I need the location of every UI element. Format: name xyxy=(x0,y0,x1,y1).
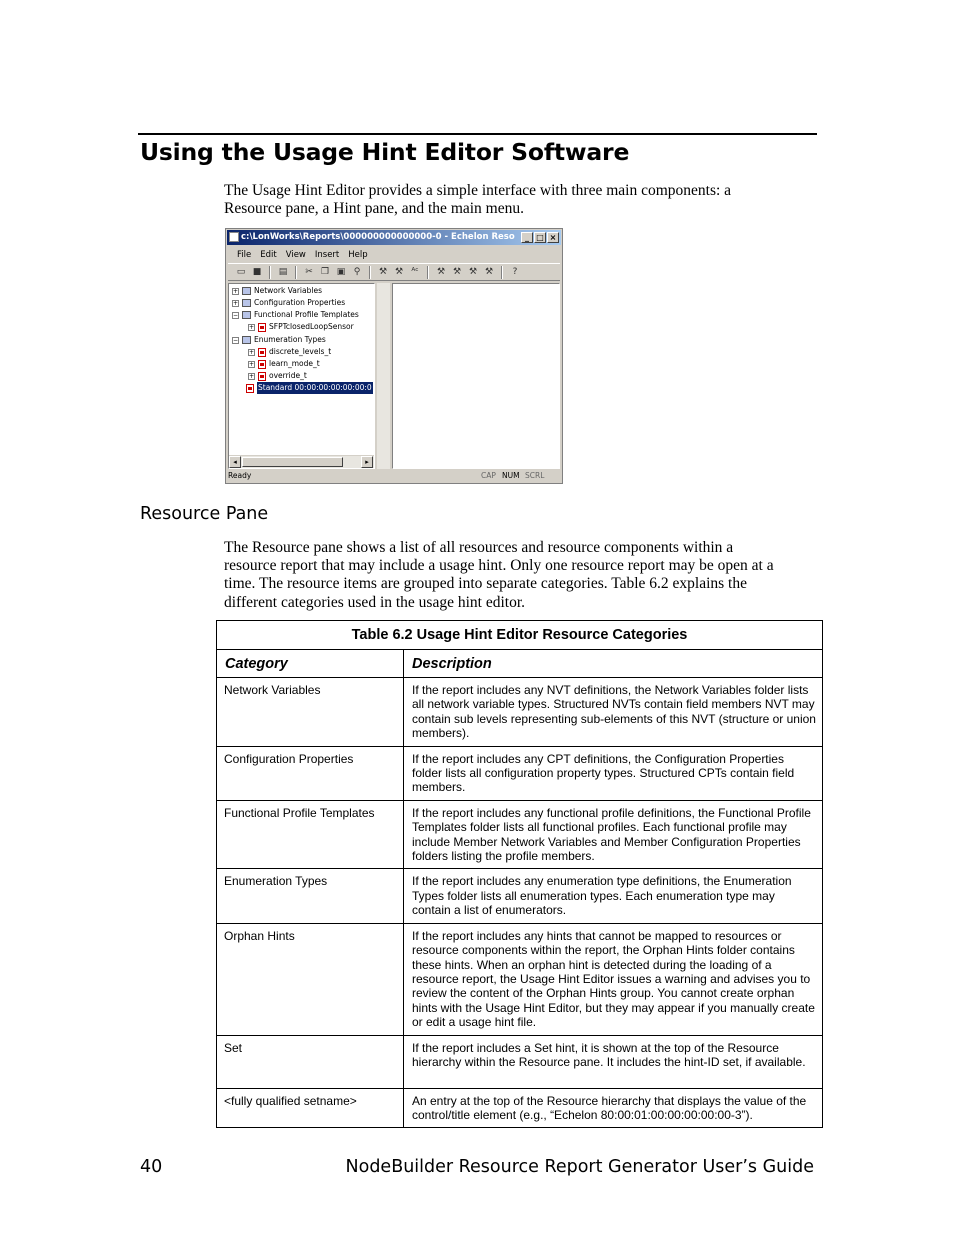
menu-edit[interactable]: Edit xyxy=(260,250,277,260)
hint-icon[interactable]: ⚒ xyxy=(468,267,478,277)
hint-pane[interactable] xyxy=(392,283,560,469)
tree-item[interactable]: + SFPTclosedLoopSensor xyxy=(249,322,354,331)
tree-item[interactable]: − Functional Profile Templates xyxy=(233,310,359,319)
resource-icon xyxy=(258,372,266,381)
tree-item[interactable]: + override_t xyxy=(249,371,307,380)
minimize-icon[interactable]: _ xyxy=(521,232,533,243)
hint-icon[interactable]: ⚒ xyxy=(452,267,462,277)
hint-icon[interactable]: ⚒ xyxy=(394,267,404,277)
tree-item-selected[interactable]: Standard 00:00:00:00:00:00:0 xyxy=(246,382,373,394)
resource-icon xyxy=(258,323,266,332)
tree-item[interactable]: + learn_mode_t xyxy=(249,359,320,368)
tree-item[interactable]: + Network Variables xyxy=(233,286,322,295)
close-icon[interactable]: × xyxy=(547,232,559,243)
table-row: Network Variables If the report includes any NVT definitions, the Network Variables folder lists all network variable types. Structured NVTs contain field members NVT may contain sub levels representing sub-elements of this NVT (structure or union members). xyxy=(217,678,823,747)
table-row: Set If the report includes a Set hint, it is shown at the top of the Resource hierarchy within the Resource pane. It includes the hint-ID set, if available. xyxy=(217,1035,823,1088)
open-folder-icon[interactable]: ▭ xyxy=(236,267,246,277)
hint-icon[interactable]: ⚒ xyxy=(378,267,388,277)
tree-item[interactable]: + discrete_levels_t xyxy=(249,347,332,356)
scroll-right-icon[interactable]: ▸ xyxy=(361,456,373,468)
tree-item[interactable]: + Configuration Properties xyxy=(233,298,346,307)
menu-bar xyxy=(230,248,368,262)
help-icon[interactable]: ? xyxy=(512,267,518,277)
table-row: <fully qualified setname> An entry at the top of the Resource hierarchy that displays the value of the control/title element (e.g., “Echelon 80:00:01:00:00:00:00:00-3”). xyxy=(217,1088,823,1128)
hint-icon[interactable]: ⚒ xyxy=(436,267,446,277)
app-icon xyxy=(229,232,239,242)
intro-paragraph: The Usage Hint Editor provides a simple interface with three main components: a Resource pane, a Hint pane, and the main menu. xyxy=(224,182,732,218)
resource-icon xyxy=(258,348,266,357)
table-row: Functional Profile Templates If the report includes any functional profile definitions, the Functional Profile Templates folder lists all functional profiles. Each functional profile may include Member Network Variables and Member Configuration Properties folders listing the profile members. xyxy=(217,800,823,869)
menu-insert[interactable]: Insert xyxy=(314,250,340,260)
menu-view[interactable]: View xyxy=(285,250,306,260)
scroll-left-icon[interactable]: ◂ xyxy=(229,456,241,468)
column-header-description: Description xyxy=(404,650,823,678)
folder-icon xyxy=(242,311,251,319)
folder-icon xyxy=(242,336,251,344)
heading-rule xyxy=(138,133,817,135)
window-title-bar xyxy=(227,230,561,245)
table-row: Configuration Properties If the report includes any CPT definitions, the Configuration Properties folder lists all configuration property types. Structured CPTs contain field members. xyxy=(217,746,823,800)
table-caption: Table 6.2 Usage Hint Editor Resource Categories xyxy=(217,621,823,650)
column-header-category: Category xyxy=(217,650,404,678)
hint-icon[interactable]: ⚒ xyxy=(484,267,494,277)
save-icon[interactable]: ■ xyxy=(252,267,262,277)
horizontal-scrollbar[interactable] xyxy=(229,455,374,468)
cut-icon[interactable]: ✂ xyxy=(305,267,313,277)
footer-title: NodeBuilder Resource Report Generator User’s Guide xyxy=(345,1157,814,1177)
tree-item[interactable]: − Enumeration Types xyxy=(233,335,326,344)
find-icon[interactable]: ⚲ xyxy=(353,267,361,277)
usage-hint-editor-window xyxy=(225,228,563,484)
section-heading: Resource Pane xyxy=(140,504,269,524)
copy-icon[interactable]: ❐ xyxy=(320,267,330,277)
table-row: Enumeration Types If the report includes any enumeration type definitions, the Enumeration Types folder lists all enumeration types. Each enumeration type may contain a list of enumerators. xyxy=(217,869,823,923)
resource-icon xyxy=(258,360,266,369)
pane-splitter[interactable] xyxy=(377,283,390,469)
window-title: c:\LonWorks\Reports\000000000000000-0 - Echelon Reso xyxy=(241,232,515,242)
resource-categories-table xyxy=(216,620,823,1128)
resource-pane-paragraph: The Resource pane shows a list of all resources and resource components within a resource report that may include a usage hint. Only one resource report may be open at a time. The resource items are grouped into separate categories. Table 6.2 explains the different categories used in the usage hint editor. xyxy=(224,539,774,611)
resource-pane[interactable] xyxy=(228,283,375,469)
menu-help[interactable]: Help xyxy=(348,250,368,260)
maximize-icon[interactable]: □ xyxy=(534,232,546,243)
folder-icon xyxy=(242,299,251,307)
spell-icon[interactable]: ᴬᶜ xyxy=(411,267,419,277)
print-icon[interactable]: ▤ xyxy=(278,267,288,277)
folder-icon xyxy=(242,287,251,295)
page-number: 40 xyxy=(140,1157,163,1177)
paste-icon[interactable]: ▣ xyxy=(336,267,346,277)
status-bar: Ready CAP NUM SCRL xyxy=(228,471,545,480)
toolbar xyxy=(228,263,560,281)
menu-file[interactable]: File xyxy=(237,250,252,260)
table-row: Orphan Hints If the report includes any hints that cannot be mapped to resources or resource components within the report, the Orphan Hints folder contains these hints. When an orphan hint is detected during the loading of a resource report, the Usage Hint Editor issues a warning and advises you to review the content of the Orphan Hints group. You cannot create orphan hints with the Usage Hint Editor, but they may appear if you manually create or edit a usage hint file. xyxy=(217,923,823,1035)
page-title: Using the Usage Hint Editor Software xyxy=(140,138,630,166)
scroll-thumb[interactable] xyxy=(242,457,343,467)
resource-icon xyxy=(246,384,254,393)
